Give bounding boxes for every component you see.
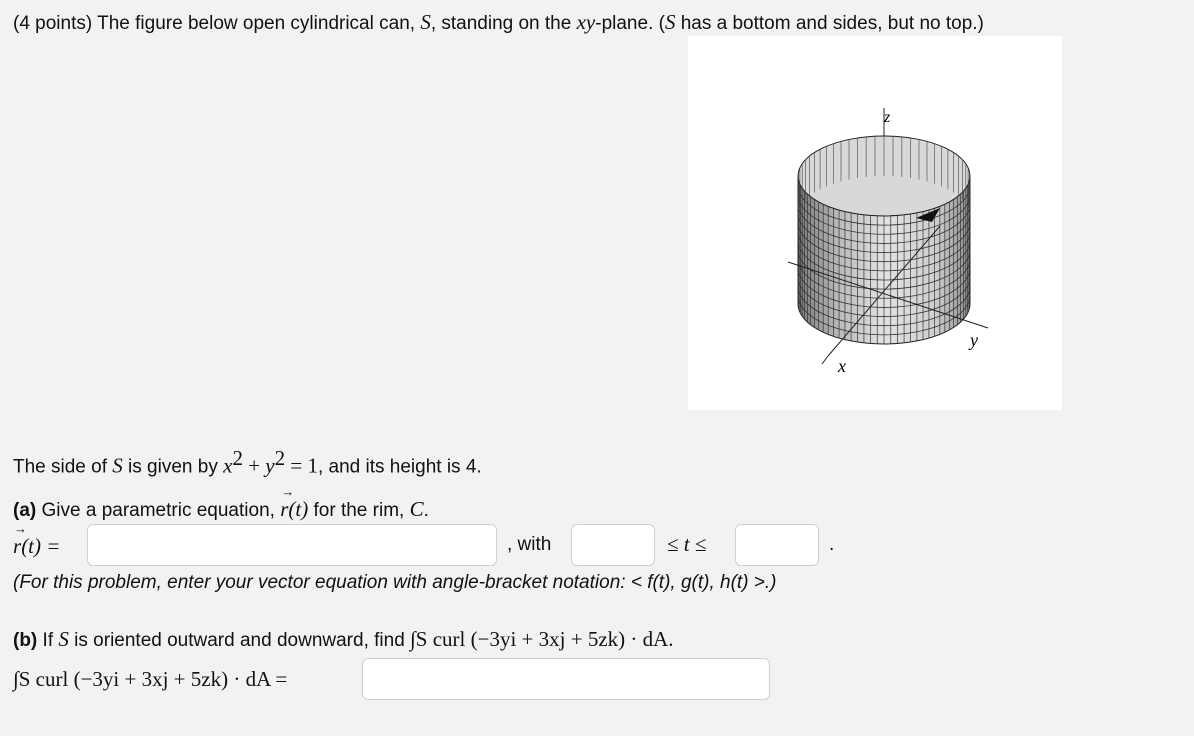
cylinder-figure [688,36,1062,410]
side-text: The side of [13,456,113,478]
rt-equals: (t) = [21,534,61,558]
exponent: 2 [274,446,286,470]
side-description [13,446,482,478]
part-a-label: (a) [13,500,37,521]
rt-label [13,534,60,559]
part-a-text: Give a parametric equation, [36,500,281,521]
part-b-label: (b) [13,630,38,651]
intro-text: (4 points) The figure below open cylindrical can, [13,13,421,34]
var-S: S [58,627,69,651]
x-axis-label: x [838,356,846,376]
cylinder-figure-svg [688,36,1062,410]
part-a-text: for the rim, [308,500,410,521]
part-b-text: If [37,630,59,651]
plus-sign: + [242,453,266,478]
y-axis-label: y [970,330,978,350]
side-text: is given by [122,456,224,478]
var-y: y [265,453,275,478]
var-S: S [112,453,123,478]
part-a-prompt [13,497,429,522]
surface-integral-answer-input[interactable] [362,658,770,700]
side-text: , and its height is 4. [317,456,482,478]
vector-equation-input[interactable] [87,524,497,566]
part-b-text: is oriented outward and downward, find [68,630,411,651]
var-S: S [664,10,676,34]
var-xy: xy [576,10,596,34]
surface-integral-expression: ∫S curl (−3yi + 3xj + 5zk) · dA. [410,627,674,651]
period: . [423,500,429,521]
vector-r: → r [13,534,21,559]
var-S: S [420,10,431,34]
x-axis-tail [822,356,828,364]
var-C: C [409,497,424,521]
t-lower-bound-input[interactable] [571,524,655,566]
t-upper-bound-input[interactable] [735,524,819,566]
surface-integral-lhs: ∫S curl (−3yi + 3xj + 5zk) · dA = [13,667,288,691]
z-axis-label: z [884,109,891,126]
period: . [829,534,835,555]
t-range-inequality: ≤ t ≤ [667,532,707,556]
vector-r: → r [280,497,288,522]
with-label: , with [507,534,552,555]
intro-text: -plane. ( [595,13,665,34]
intro-text: has a bottom and sides, but no top.) [675,13,984,34]
var-x: x [223,453,233,478]
problem-intro [13,10,984,35]
part-b-prompt [13,627,674,652]
exponent: 2 [232,446,243,470]
param-t: (t) [288,497,309,521]
equation-rhs: = 1 [285,453,318,478]
angle-bracket-note: (For this problem, enter your vector equation with angle-bracket notation: < f(t), g(t), h(t) >.) [13,572,777,593]
intro-text: , standing on the [430,13,577,34]
